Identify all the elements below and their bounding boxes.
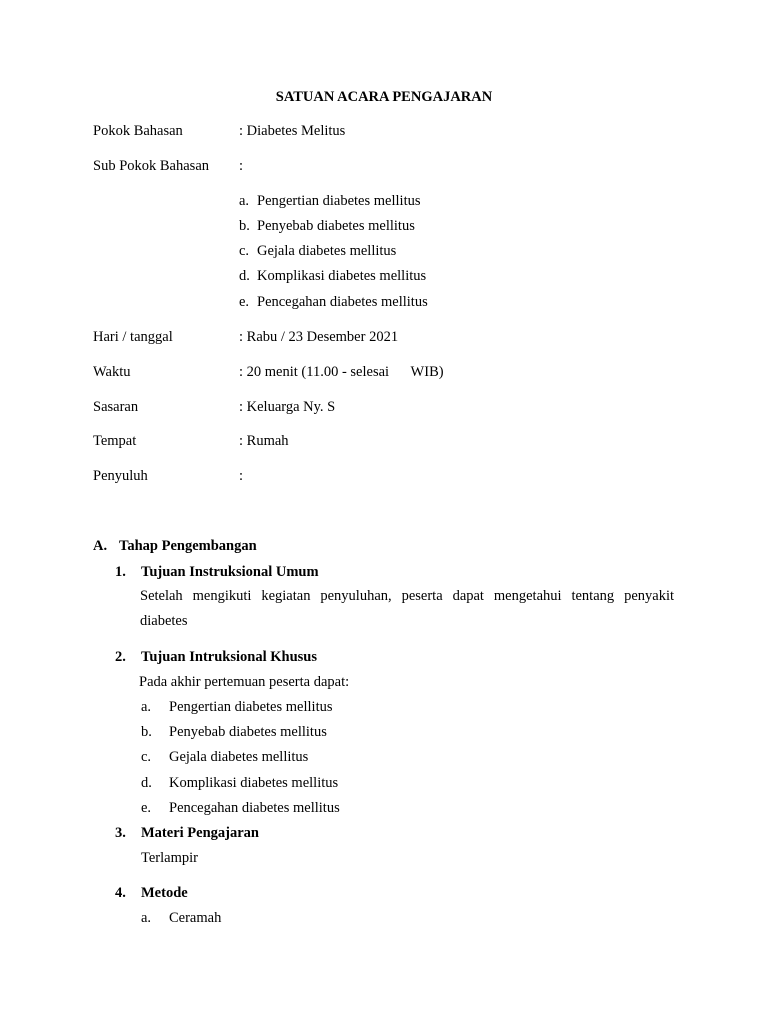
hari-tanggal-value: : Rabu / 23 Desember 2021 bbox=[239, 329, 399, 345]
pokok-bahasan-value: : Diabetes Melitus bbox=[239, 123, 346, 139]
subsection-number: 3. bbox=[115, 825, 126, 841]
sub-pokok-bahasan-value: : bbox=[239, 158, 244, 174]
list-letter: a. bbox=[141, 699, 152, 715]
list-letter: c. bbox=[141, 749, 152, 765]
list-letter: b. bbox=[141, 724, 152, 740]
sub-item-text: Penyebab diabetes mellitus bbox=[257, 218, 415, 234]
sub-item-text: Komplikasi diabetes mellitus bbox=[257, 268, 427, 284]
list-letter: e. bbox=[141, 800, 152, 816]
sasaran-value: : Keluarga Ny. S bbox=[239, 399, 336, 415]
sub-item-text: Gejala diabetes mellitus bbox=[257, 243, 397, 259]
section-a-marker: A. bbox=[93, 538, 108, 554]
penyuluh-value: : bbox=[239, 468, 244, 484]
sub-item-text: Pencegahan diabetes mellitus bbox=[257, 294, 428, 310]
materi-text: Terlampir bbox=[141, 850, 198, 866]
list-letter: d. bbox=[141, 775, 152, 791]
sub-item-letter: b. bbox=[239, 218, 250, 234]
subsection-number: 4. bbox=[115, 885, 126, 901]
list-item: Ceramah bbox=[169, 910, 222, 926]
hari-tanggal-label: Hari / tanggal bbox=[93, 329, 173, 345]
subsection-number: 2. bbox=[115, 649, 126, 665]
list-item: Pencegahan diabetes mellitus bbox=[169, 800, 340, 816]
sub-item-text: Pengertian diabetes mellitus bbox=[257, 193, 421, 209]
list-letter: a. bbox=[141, 910, 152, 926]
pokok-bahasan-label: Pokok Bahasan bbox=[93, 123, 183, 139]
list-item: Gejala diabetes mellitus bbox=[169, 749, 309, 765]
waktu-value: : 20 menit (11.00 - selesai WIB) bbox=[239, 364, 444, 380]
list-item: Penyebab diabetes mellitus bbox=[169, 724, 327, 740]
tempat-label: Tempat bbox=[93, 433, 137, 449]
tempat-value: : Rumah bbox=[239, 433, 289, 449]
document-title: SATUAN ACARA PENGAJARAN bbox=[275, 89, 493, 105]
list-item: Pengertian diabetes mellitus bbox=[169, 699, 333, 715]
sub-pokok-bahasan-label: Sub Pokok Bahasan bbox=[93, 158, 209, 174]
section-a-title: Tahap Pengembangan bbox=[119, 538, 257, 554]
subsection-number: 1. bbox=[115, 564, 126, 580]
subsection-title: Tujuan Instruksional Umum bbox=[141, 564, 319, 580]
sub-item-letter: d. bbox=[239, 268, 250, 284]
sub-item-letter: c. bbox=[239, 243, 250, 259]
subsection-title: Materi Pengajaran bbox=[141, 825, 259, 841]
tujuan-umum-paragraph: Setelah mengikuti kegiatan penyuluhan, peserta dapat mengetahui tentang penyakit diabetes bbox=[140, 588, 674, 629]
sub-item-letter: e. bbox=[239, 294, 250, 310]
penyuluh-label: Penyuluh bbox=[93, 468, 148, 484]
waktu-label: Waktu bbox=[93, 364, 131, 380]
list-item: Komplikasi diabetes mellitus bbox=[169, 775, 339, 791]
subsection-title: Tujuan Intruksional Khusus bbox=[141, 649, 317, 665]
sasaran-label: Sasaran bbox=[93, 399, 139, 415]
tujuan-khusus-intro: Pada akhir pertemuan peserta dapat: bbox=[139, 674, 350, 690]
sub-item-letter: a. bbox=[239, 193, 250, 209]
subsection-title: Metode bbox=[141, 885, 188, 901]
